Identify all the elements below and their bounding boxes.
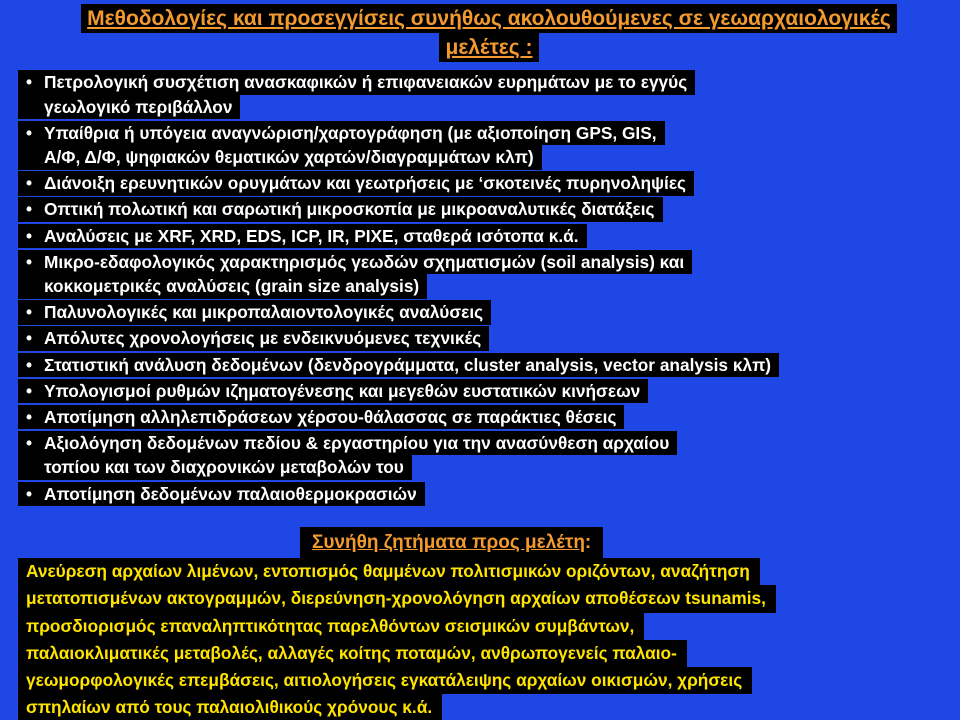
bullet-line: κοκκομετρικές αναλύσεις (grain size analysis)	[44, 276, 420, 297]
bullet-line: Πετρολογική συσχέτιση ανασκαφικών ή επιφανειακών ευρημάτων με το εγγύς	[44, 72, 688, 92]
issues-line: γεωμορφολογικές επεμβάσεις, αιτιολογήσεις εγκατάλειψης αρχαίων οικισμών, χρήσεις	[18, 667, 752, 694]
methodology-bullet-list	[18, 70, 948, 508]
bullet-dot-icon: •	[26, 328, 33, 349]
bullet-line: γεωλογικό περιβάλλον	[44, 96, 233, 117]
bullet-line: τοπίου και των διαχρονικών μεταβολών του	[44, 457, 404, 478]
bullet-text-continuation	[18, 455, 412, 480]
bullet-text	[18, 250, 692, 275]
bullet-line: Διάνοιξη ερευνητικών ορυγμάτων και γεωτρήσεις με ‘σκοτεινές πυρηνοληψίες	[44, 173, 687, 194]
bullet-dot-icon: •	[26, 302, 33, 323]
issues-paragraph	[18, 558, 950, 720]
bullet-line: Υπολογισμοί ρυθμών ιζηματογένεσης και μεγεθών ευστατικών κινήσεων	[44, 380, 641, 401]
bullet-dot-icon: •	[26, 225, 33, 246]
issues-line: προσδιορισμός επαναληπτικότητας παρελθόντων σεισμικών συμβάντων,	[18, 613, 644, 640]
bullet-text	[18, 431, 677, 456]
bullet-text	[18, 300, 491, 325]
bullet-text	[18, 224, 587, 249]
bullet-text-continuation	[18, 145, 542, 170]
bullet-item	[18, 224, 948, 249]
slide-title	[26, 4, 952, 62]
bullet-text	[18, 482, 425, 507]
issues-line: Ανεύρεση αρχαίων λιμένων, εντοπισμός θαμμένων πολιτισμικών οριζόντων, αναζήτηση	[18, 558, 760, 585]
bullet-text	[18, 171, 694, 196]
bullet-line: Αναλύσεις με XRF, XRD, EDS, ICP, IR, PIXE, σταθερά ισότοπα κ.ά.	[44, 225, 579, 246]
bullet-line: Στατιστική ανάλυση δεδομένων (δενδρογράμματα, cluster analysis, vector analysis κλπ)	[44, 354, 772, 375]
bullet-text	[18, 70, 695, 95]
bullet-dot-icon: •	[26, 173, 33, 194]
bullet-dot-icon: •	[26, 483, 33, 504]
bullet-line: Α/Φ, Δ/Φ, ψηφιακών θεματικών χαρτών/διαγραμμάτων κλπ)	[44, 147, 534, 168]
issues-line: σπηλαίων από τους παλαιολιθικούς χρόνους κ.ά.	[18, 694, 442, 720]
bullet-item	[18, 70, 948, 119]
bullet-text-continuation	[18, 274, 427, 299]
bullet-item	[18, 482, 948, 507]
title-line-1: Μεθοδολογίες και προσεγγίσεις συνήθως ακολουθούμενες σε γεωαρχαιολογικές	[81, 4, 897, 33]
bullet-text	[18, 379, 648, 404]
bullet-item	[18, 250, 948, 299]
bullet-item	[18, 353, 948, 378]
bullet-line: Υπαίθρια ή υπόγεια αναγνώριση/χαρτογράφηση (με αξιοποίηση GPS, GIS,	[44, 122, 657, 143]
bullet-line: Οπτική πολωτική και σαρωτική μικροσκοπία με μικροαναλυτικές διατάξεις	[44, 199, 655, 220]
bullet-line: Μικρο-εδαφολογικός χαρακτηρισμός γεωδών σχηματισμών (soil analysis) και	[44, 251, 685, 272]
bullet-line: Αποτίμηση αλληλεπιδράσεων χέρσου-θάλασσας σε παράκτιες θέσεις	[44, 406, 617, 427]
bullet-item	[18, 326, 948, 351]
bullet-item	[18, 197, 948, 222]
bullet-text	[18, 353, 779, 378]
bullet-line: Απόλυτες χρονολογήσεις με ενδεικνυόμενες τεχνικές	[44, 328, 482, 349]
bullet-dot-icon: •	[26, 251, 33, 272]
bullet-dot-icon: •	[26, 72, 33, 92]
bullet-item	[18, 405, 948, 430]
bullet-text	[18, 121, 665, 146]
bullet-dot-icon: •	[26, 354, 33, 375]
bullet-item	[18, 171, 948, 196]
issues-line: μετατοπισμένων ακτογραμμών, διερεύνηση-χρονολόγηση αρχαίων αποθέσεων tsunamis,	[18, 585, 776, 612]
issues-heading	[300, 527, 603, 559]
title-line-2: μελέτες :	[439, 33, 538, 62]
bullet-item	[18, 300, 948, 325]
bullet-line: Αποτίμηση δεδομένων παλαιοθερμοκρασιών	[44, 483, 417, 504]
bullet-line: Παλυνολογικές και μικροπαλαιοντολογικές αναλύσεις	[44, 302, 484, 323]
issues-line: παλαιοκλιματικές μεταβολές, αλλαγές κοίτης ποταμών, ανθρωπογενείς παλαιο-	[18, 640, 687, 667]
bullet-text	[18, 326, 489, 351]
bullet-text	[18, 405, 624, 430]
bullet-text-continuation	[18, 95, 240, 120]
issues-heading-colon: :	[584, 532, 592, 553]
bullet-dot-icon: •	[26, 122, 33, 143]
bullet-dot-icon: •	[26, 406, 33, 427]
bullet-line: Αξιολόγηση δεδομένων πεδίου & εργαστηρίου για την ανασύνθεση αρχαίου	[44, 432, 670, 453]
bullet-text	[18, 197, 663, 222]
issues-heading-text: Συνήθη ζητήματα προς μελέτη	[312, 532, 585, 553]
bullet-dot-icon: •	[26, 432, 33, 453]
bullet-item	[18, 431, 948, 480]
bullet-item	[18, 121, 948, 170]
bullet-dot-icon: •	[26, 380, 33, 401]
bullet-item	[18, 379, 948, 404]
bullet-dot-icon: •	[26, 199, 33, 220]
